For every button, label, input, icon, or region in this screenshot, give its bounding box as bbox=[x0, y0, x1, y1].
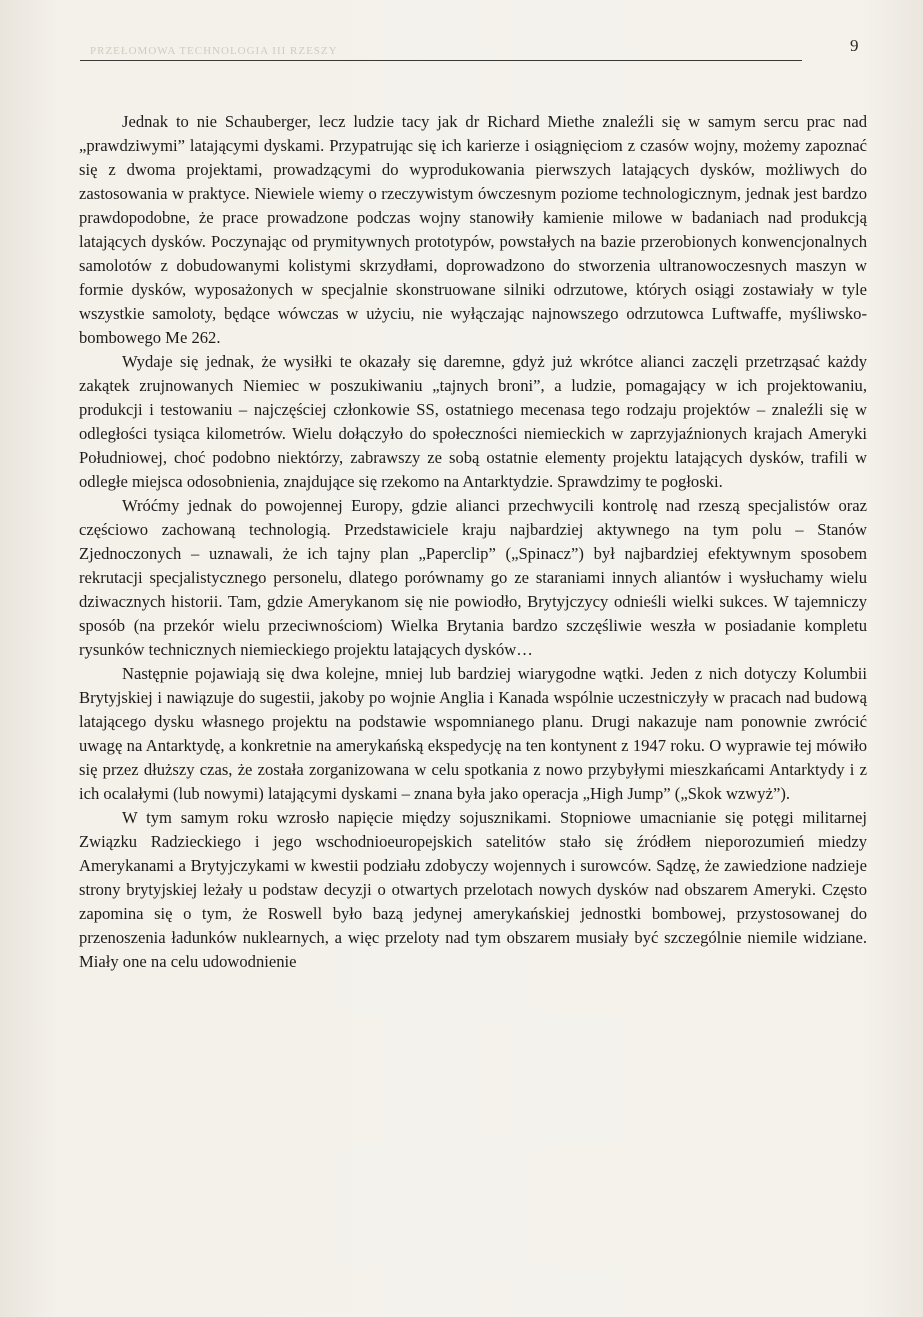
body-text bbox=[79, 110, 867, 974]
running-head: PRZEŁOMOWA TECHNOLOGIA III RZESZY bbox=[90, 45, 338, 57]
paragraph: Wydaje się jednak, że wysiłki te okazały się daremne, gdyż już wkrótce alianci zaczęli przetrząsać każdy zakątek zrujnowanych Niemiec w poszukiwaniu „tajnych broni”, a ludzie, pomagający w ich projektowaniu, produkcji i testowaniu – najczęściej członkowie SS, ostatniego mecenasa tego rodzaju projektów – znaleźli się w odległości tysiąca kilometrów. Wielu dołączyło do społeczności niemieckich w zaprzyjaźnionych krajach Ameryki Południowej, choć podobno niektórzy, zabrawszy ze sobą ostatnie elementy projektu latających dysków, trafili w odległe miejsca odosobnienia, znajdujące się rzekomo na Antarktydzie. Sprawdzimy te pogłoski. bbox=[79, 352, 867, 491]
paragraph: Wróćmy jednak do powojennej Europy, gdzie alianci przechwycili kontrolę nad rzeszą specjalistów oraz częściowo zachowaną technologią. Przedstawiciele kraju najbardziej aktywnego na tym polu – Stanów Zjednoczonych – uznawali, że ich tajny plan „Paperclip” („Spinacz”) był najbardziej efektywnym sposobem rekrutacji specjalistycznego personelu, dlatego porównamy go ze staraniami innych aliantów i wysłuchamy wielu dziwacznych historii. Tam, gdzie Amerykanom się nie powiodło, Brytyjczycy odnieśli wielki sukces. W tajemniczy sposób (na przekór wielu przeciwnościom) Wielka Brytania bardzo szczęśliwie weszła w posiadanie kompletu rysunków technicznych niemieckiego projektu latających dysków… bbox=[79, 496, 867, 659]
header-rule bbox=[80, 60, 802, 61]
paragraph: W tym samym roku wzrosło napięcie między sojusznikami. Stopniowe umacnianie się potęgi militarnej Związku Radzieckiego i jego wschodnioeuropejskich satelitów stało się źródłem nieporozumień miedzy Amerykanami a Brytyjczykami w kwestii podziału zdobyczy wojennych i surowców. Sądzę, że zawiedzione nadzieje strony brytyjskiej leżały u podstaw decyzji o otwartych przelotach nowych dysków nad obszarem Ameryki. Często zapomina się o tym, że Roswell było bazą jedynej amerykańskiej jednostki bombowej, przystosowanej do przenoszenia ładunków nuklearnych, a więc przeloty nad tym obszarem musiały być szczególnie niemile widziane. Miały one na celu udowodnienie bbox=[79, 808, 867, 971]
page-number: 9 bbox=[850, 36, 859, 55]
paragraph: Jednak to nie Schauberger, lecz ludzie tacy jak dr Richard Miethe znaleźli się w samym sercu prac nad „prawdziwymi” latającymi dyskami. Przypatrując się ich karierze i osiągnięciom z czasów wojny, możemy zapoznać się z dwoma projektami, prowadzącymi do wyprodukowania pierwszych latających dysków, możliwych do zastosowania w praktyce. Niewiele wiemy o rzeczywistym ówczesnym poziome technologicznym, jednak jest bardzo prawdopodobne, że prace prowadzone podczas wojny stanowiły kamienie milowe w badaniach nad produkcją latających dysków. Poczynając od prymitywnych prototypów, powstałych na bazie przerobionych konwencjonalnych samolotów z dobudowanymi kolistymi skrzydłami, doprowadzono do stworzenia ultranowoczesnych maszyn w formie dysków, wyposażonych w specjalnie skonstruowane silniki odrzutowe, których osiągi zostawiały w tyle wszystkie samoloty, będące wówczas w użyciu, nie wyłączając najnowszego odrzutowca Luftwaffe, myśliwsko-bombowego Me 262. bbox=[79, 112, 867, 347]
paragraph: Następnie pojawiają się dwa kolejne, mniej lub bardziej wiarygodne wątki. Jeden z nich dotyczy Kolumbii Brytyjskiej i nawiązuje do sugestii, jakoby po wojnie Anglia i Kanada wspólnie uczestniczyły w pracach nad budową latającego dysku własnego projektu na podstawie wspomnianego planu. Drugi nakazuje nam ponownie zwrócić uwagę na Antarktydę, a konkretnie na amerykańską ekspedycję na ten kontynent z 1947 roku. O wyprawie tej mówiło się przez dłuższy czas, że została zorganizowana w celu spotkania z nowo przybyłymi mieszkańcami Antarktydy i z ich ocalałymi (lub nowymi) latającymi dyskami – znana była jako operacja „High Jump” („Skok wzwyż”). bbox=[79, 664, 867, 803]
